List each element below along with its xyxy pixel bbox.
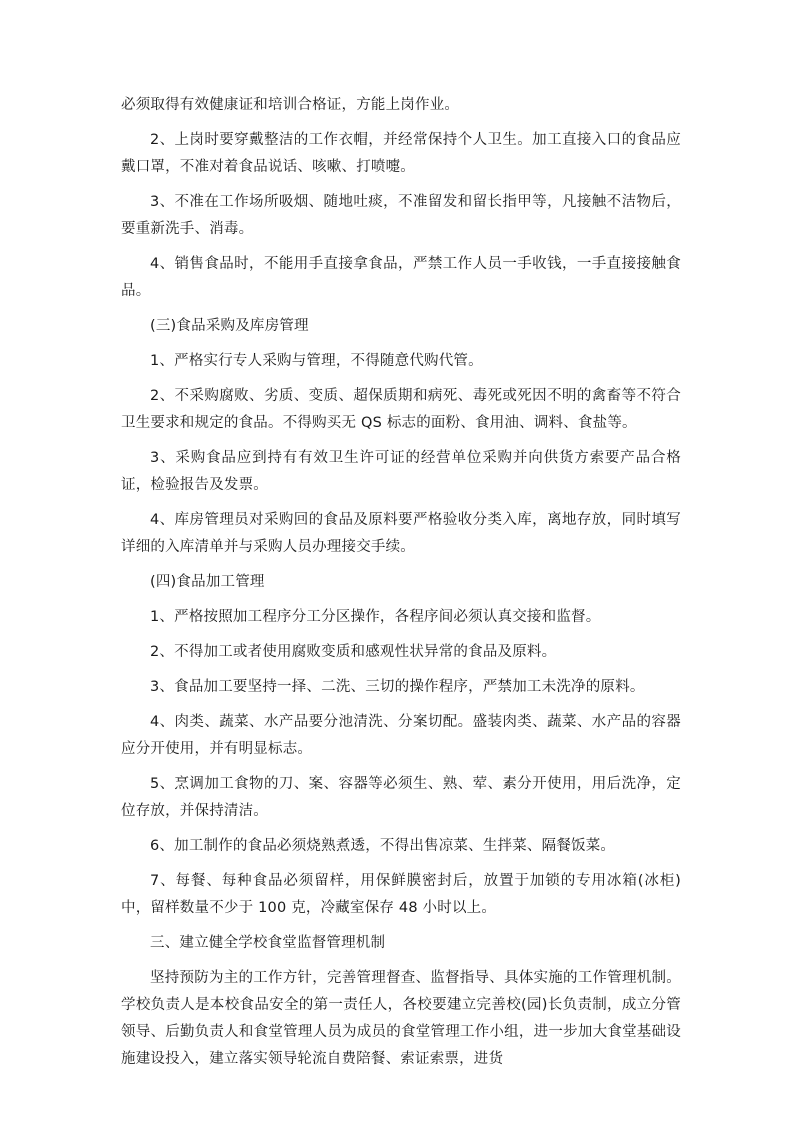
section-heading-procurement: (三)食品采购及库房管理 [150, 318, 309, 334]
paragraph-procurement-1: 1、严格实行专人采购与管理，不得随意代购代管。 [150, 353, 483, 369]
section-heading-processing: (四)食品加工管理 [150, 574, 265, 590]
paragraph-processing-4: 4、肉类、蔬菜、水产品要分池清洗、分案切配。盛装肉类、蔬菜、水产品的容器应分开使用，并有明显标志。 [121, 714, 681, 757]
section-heading-supervision: 三、建立健全学校食堂监督管理机制 [150, 935, 386, 951]
paragraph-processing-1: 1、严格按照加工程序分工分区操作，各程序间必须认真交接和监督。 [150, 609, 601, 625]
paragraph-processing-6: 6、加工制作的食品必须烧熟煮透，不得出售凉菜、生拌菜、隔餐饭菜。 [150, 838, 616, 854]
paragraph-continuation: 必须取得有效健康证和培训合格证，方能上岗作业。 [121, 97, 460, 113]
paragraph-supervision-body: 坚持预防为主的工作方针，完善管理督查、监督指导、具体实施的工作管理机制。学校负责人是本校食品安全的第一责任人，各校要建立完善校(园)长负责制，成立分管领导、后勤负责人和食堂管理人员为成员的食堂管理工作小组，进一步加大食堂基础设施建设投入，建立落实领导轮流自费陪餐、索证索票，进货 [121, 970, 681, 1067]
paragraph-procurement-3: 3、采购食品应到持有有效卫生许可证的经营单位采购并向供货方索要产品合格证，检验报告及发票。 [121, 450, 681, 493]
paragraph-item-4-sales: 4、销售食品时，不能用手直接拿食品，严禁工作人员一手收钱，一手直接接触食品。 [121, 256, 681, 299]
paragraph-item-3-hygiene: 3、不准在工作场所吸烟、随地吐痰，不准留发和留长指甲等，凡接触不洁物后，要重新洗手、消毒。 [121, 194, 681, 237]
paragraph-item-2-uniform: 2、上岗时要穿戴整洁的工作衣帽，并经常保持个人卫生。加工直接入口的食品应戴口罩，不准对着食品说话、咳嗽、打喷嚏。 [121, 132, 681, 175]
paragraph-processing-2: 2、不得加工或者使用腐败变质和感观性状异常的食品及原料。 [150, 644, 557, 660]
paragraph-processing-5: 5、烹调加工食物的刀、案、容器等必须生、熟、荤、素分开使用，用后洗净，定位存放，并保持清洁。 [121, 776, 681, 819]
paragraph-processing-7: 7、每餐、每种食品必须留样，用保鲜膜密封后，放置于加锁的专用冰箱(冰柜)中，留样数量不少于 100 克，冷藏室保存 48 小时以上。 [121, 873, 681, 916]
paragraph-procurement-4: 4、库房管理员对采购回的食品及原料要严格验收分类入库，离地存放，同时填写详细的入库清单并与采购人员办理接交手续。 [121, 512, 681, 555]
paragraph-processing-3: 3、食品加工要坚持一择、二洗、三切的操作程序，严禁加工未洗净的原料。 [150, 679, 645, 695]
document-page [121, 92, 681, 1081]
paragraph-procurement-2: 2、不采购腐败、劣质、变质、超保质期和病死、毒死或死因不明的禽畜等不符合卫生要求和规定的食品。不得购买无 QS 标志的面粉、食用油、调料、食盐等。 [121, 388, 681, 431]
